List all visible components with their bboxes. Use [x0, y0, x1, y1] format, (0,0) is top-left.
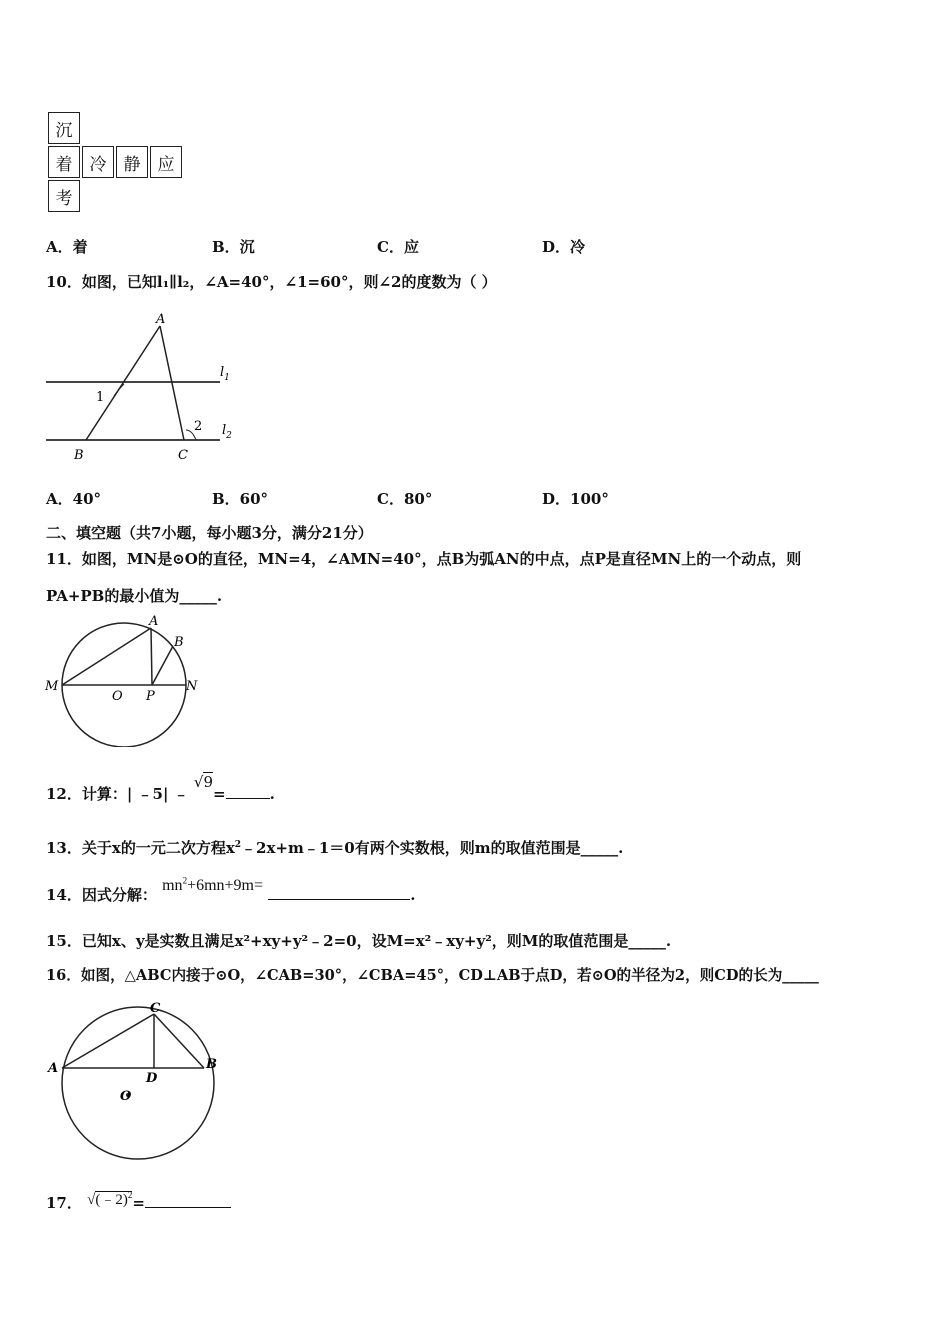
label-N: N	[186, 679, 198, 694]
q17-sqrt: √(﹣2)$^2$	[87, 1190, 133, 1208]
q15-text: 15．已知x、y是实数且满足x²+xy+y²﹣2=0，设M=x²﹣xy+y²，则M的取值范围是_____.	[46, 932, 672, 950]
q17-prefix: 17．	[46, 1194, 82, 1212]
q9-option-d: D．冷	[542, 238, 586, 256]
q9-option-c: C．应	[377, 238, 419, 256]
q12-prefix: 12．计算：| ﹣5| ﹣	[46, 785, 189, 803]
q9-option-a: A．着	[46, 238, 88, 256]
q17-equals: =	[132, 1194, 145, 1212]
segment-pb	[152, 646, 173, 685]
cube-net-figure	[46, 110, 186, 218]
q9-option-b: B．沉	[212, 238, 255, 256]
label-P: P	[146, 689, 155, 704]
q14-answer-blank[interactable]	[268, 885, 410, 900]
q12-equals: =	[213, 785, 226, 803]
angle-1-arc	[114, 384, 124, 396]
q12-answer-blank[interactable]	[226, 784, 270, 799]
label-A: A	[156, 312, 166, 327]
q13-line	[46, 837, 623, 858]
label-angle-2: 2	[194, 419, 203, 434]
label-M: M	[45, 679, 59, 694]
label-B: B	[206, 1057, 217, 1072]
cube-face-2: 冷	[82, 146, 114, 178]
label-D: D	[146, 1071, 158, 1086]
q10-option-d: D．100°	[542, 490, 609, 508]
label-B: B	[174, 635, 184, 650]
segment-ma	[62, 628, 151, 685]
cube-face-bottom: 考	[48, 180, 80, 212]
q12-sqrt: √9	[193, 773, 214, 791]
q10-option-a: A．40°	[46, 490, 102, 508]
q13-sup: 2	[234, 840, 242, 850]
q11-text-line2: PA+PB的最小值为_____.	[46, 587, 223, 605]
q16-circle-figure	[44, 1000, 234, 1165]
cube-face-4: 应	[150, 146, 182, 178]
q14-expression: $mn^2+6mn+9m=$	[162, 875, 264, 894]
label-angle-1: 1	[96, 390, 105, 405]
section-heading: 二、填空题（共7小题，每小题3分，满分21分）	[46, 524, 373, 542]
q13-text-a: 13．关于x的一元二次方程x	[46, 839, 235, 857]
cube-face-1: 着	[48, 146, 80, 178]
label-A: A	[48, 1061, 59, 1076]
q16-text: 16．如图，△ABC内接于⊙O，∠CAB=30°，∠CBA=45°，CD⊥AB于点D，若⊙O的半径为2，则CD的长为_____	[46, 967, 819, 984]
q11-text-line1: 11．如图，MN是⊙O的直径，MN=4，∠AMN=40°，点B为弧AN的中点，点P是直径MN上的一个动点，则	[46, 550, 802, 568]
segment-ac	[62, 1014, 154, 1068]
label-O: O	[112, 689, 123, 704]
segment-ap	[151, 628, 152, 685]
label-A: A	[149, 614, 159, 629]
segment-bc	[154, 1014, 204, 1068]
q14-prefix: 14．因式分解：	[46, 886, 157, 904]
circle-o	[62, 1007, 214, 1159]
q10-question-text: 10．如图，已知l₁∥l₂，∠A=40°，∠1=60°，则∠2的度数为（ ）	[46, 273, 497, 291]
q10-option-c: C．80°	[377, 490, 433, 508]
q10-parallel-lines-figure	[40, 306, 250, 466]
label-C: C	[178, 448, 188, 463]
label-l1: $l_1$	[220, 365, 230, 383]
q13-text-b: ﹣2x+m﹣1＝0有两个实数根，则m的取值范围是_____.	[241, 839, 624, 857]
q17-line	[46, 1192, 231, 1213]
q10-option-b: B．60°	[212, 490, 269, 508]
cube-face-3: 静	[116, 146, 148, 178]
q14-end: .	[410, 886, 416, 904]
q17-answer-blank[interactable]	[145, 1193, 231, 1208]
q12-line	[46, 773, 275, 804]
q14-line	[46, 875, 416, 905]
label-O: O	[120, 1089, 132, 1104]
label-l2: $l_2$	[222, 423, 232, 441]
q11-circle-figure	[40, 612, 210, 747]
cube-face-top: 沉	[48, 112, 80, 144]
label-C: C	[150, 1001, 161, 1016]
q12-end: .	[269, 785, 275, 803]
label-B: B	[74, 448, 84, 463]
